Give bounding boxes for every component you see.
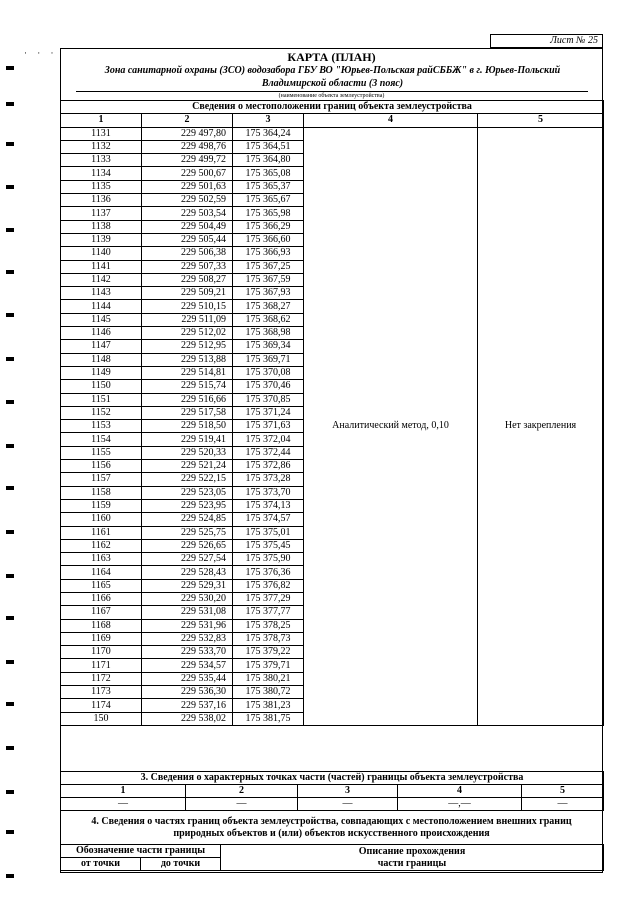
y-coordinate: 175 367,59 (233, 273, 304, 286)
y-coordinate: 175 368,27 (233, 300, 304, 313)
y-coordinate: 175 367,25 (233, 260, 304, 273)
y-coordinate: 175 376,82 (233, 579, 304, 592)
point-number: 1167 (61, 606, 142, 619)
point-number: 1138 (61, 220, 142, 233)
x-coordinate: 229 520,33 (142, 446, 233, 459)
point-number: 1150 (61, 380, 142, 393)
y-coordinate: 175 377,77 (233, 606, 304, 619)
y-coordinate: 175 378,25 (233, 619, 304, 632)
point-number: 1133 (61, 154, 142, 167)
sheet-number: Лист № 25 (490, 34, 603, 48)
point-number: 1142 (61, 273, 142, 286)
y-coordinate: 175 366,60 (233, 233, 304, 246)
x-coordinate: 229 510,15 (142, 300, 233, 313)
point-number: 1152 (61, 406, 142, 419)
coordinates-table (60, 100, 604, 726)
y-coordinate: 175 366,93 (233, 247, 304, 260)
y-coordinate: 175 377,29 (233, 592, 304, 605)
margin-tick (6, 530, 14, 534)
x-coordinate: 229 531,08 (142, 606, 233, 619)
y-coordinate: 175 378,73 (233, 632, 304, 645)
y-coordinate: 175 381,75 (233, 712, 304, 725)
point-number: 1168 (61, 619, 142, 632)
section3-value-5: — (522, 798, 604, 811)
y-coordinate: 175 375,45 (233, 539, 304, 552)
y-coordinate: 175 379,22 (233, 646, 304, 659)
point-number: 1165 (61, 579, 142, 592)
x-coordinate: 229 525,75 (142, 526, 233, 539)
section3-value-3: — (298, 798, 398, 811)
section3-value-4: —,— (398, 798, 522, 811)
bottom-to: до точки (141, 858, 221, 871)
y-coordinate: 175 375,01 (233, 526, 304, 539)
point-number: 1169 (61, 632, 142, 645)
y-coordinate: 175 369,34 (233, 340, 304, 353)
x-coordinate: 229 521,24 (142, 460, 233, 473)
point-number: 1172 (61, 672, 142, 685)
point-number: 1164 (61, 566, 142, 579)
y-coordinate: 175 374,13 (233, 499, 304, 512)
x-coordinate: 229 508,27 (142, 273, 233, 286)
y-coordinate: 175 368,98 (233, 327, 304, 340)
y-coordinate: 175 372,44 (233, 446, 304, 459)
margin-tick (6, 574, 14, 578)
margin-tick (6, 830, 14, 834)
point-number: 1157 (61, 473, 142, 486)
bottom-col2-line1: Описание прохождения (358, 845, 466, 857)
point-number: 1174 (61, 699, 142, 712)
x-coordinate: 229 519,41 (142, 433, 233, 446)
point-number: 1149 (61, 366, 142, 379)
y-coordinate: 175 371,24 (233, 406, 304, 419)
x-coordinate: 229 536,30 (142, 686, 233, 699)
point-number: 1162 (61, 539, 142, 552)
x-coordinate: 229 504,49 (142, 220, 233, 233)
subtitle-line2: Владимирской области (3 пояс) (261, 78, 404, 89)
y-coordinate: 175 367,93 (233, 287, 304, 300)
x-coordinate: 229 524,85 (142, 513, 233, 526)
y-coordinate: 175 364,24 (233, 127, 304, 140)
point-number: 1153 (61, 420, 142, 433)
col-header-3: 3 (233, 114, 304, 127)
y-coordinate: 175 365,98 (233, 207, 304, 220)
point-number: 1163 (61, 553, 142, 566)
margin-tick (6, 400, 14, 404)
x-coordinate: 229 530,20 (142, 592, 233, 605)
margin-tick (6, 702, 14, 706)
x-coordinate: 229 511,09 (142, 313, 233, 326)
col-header-2: 2 (142, 114, 233, 127)
x-coordinate: 229 537,16 (142, 699, 233, 712)
section3-table (60, 771, 604, 811)
bottom-col1-header: Обозначение части границы (61, 845, 221, 858)
section3-value-1: — (61, 798, 186, 811)
point-number: 1131 (61, 127, 142, 140)
margin-tick (6, 357, 14, 361)
point-number: 1170 (61, 646, 142, 659)
boundary-parts-table (60, 844, 604, 871)
x-coordinate: 229 517,58 (142, 406, 233, 419)
y-coordinate: 175 380,21 (233, 672, 304, 685)
y-coordinate: 175 370,08 (233, 366, 304, 379)
document-title: КАРТА (ПЛАН) (287, 50, 376, 64)
point-number: 1166 (61, 592, 142, 605)
point-number: 1146 (61, 327, 142, 340)
y-coordinate: 175 368,62 (233, 313, 304, 326)
point-number: 1148 (61, 353, 142, 366)
y-coordinate: 175 364,51 (233, 140, 304, 153)
bottom-from: от точки (61, 858, 141, 871)
x-coordinate: 229 503,54 (142, 207, 233, 220)
y-coordinate: 175 379,71 (233, 659, 304, 672)
section3-value-2: — (186, 798, 298, 811)
column-header-row (61, 114, 604, 127)
x-coordinate: 229 529,31 (142, 579, 233, 592)
point-number: 1156 (61, 460, 142, 473)
y-coordinate: 175 376,36 (233, 566, 304, 579)
point-number: 1144 (61, 300, 142, 313)
point-number: 150 (61, 712, 142, 725)
fixing-cell: Нет закрепления (478, 127, 604, 725)
x-coordinate: 229 515,74 (142, 380, 233, 393)
x-coordinate: 229 512,02 (142, 327, 233, 340)
x-coordinate: 229 527,54 (142, 553, 233, 566)
point-number: 1161 (61, 526, 142, 539)
point-number: 1135 (61, 180, 142, 193)
x-coordinate: 229 497,80 (142, 127, 233, 140)
x-coordinate: 229 528,43 (142, 566, 233, 579)
x-coordinate: 229 518,50 (142, 420, 233, 433)
y-coordinate: 175 369,71 (233, 353, 304, 366)
margin-tick (6, 660, 14, 664)
subtitle-note: (наименование объекта землеустройства) (278, 93, 385, 99)
x-coordinate: 229 534,57 (142, 659, 233, 672)
y-coordinate: 175 372,04 (233, 433, 304, 446)
col-header-4: 4 (304, 114, 478, 127)
point-number: 1171 (61, 659, 142, 672)
margin-tick (6, 102, 14, 106)
x-coordinate: 229 522,15 (142, 473, 233, 486)
x-coordinate: 229 516,66 (142, 393, 233, 406)
section3-col-2: 2 (186, 785, 298, 798)
bottom-col2-header (221, 845, 604, 871)
x-coordinate: 229 538,02 (142, 712, 233, 725)
y-coordinate: 175 370,85 (233, 393, 304, 406)
section3-col-1: 1 (61, 785, 186, 798)
point-number: 1154 (61, 433, 142, 446)
y-coordinate: 175 366,29 (233, 220, 304, 233)
x-coordinate: 229 535,44 (142, 672, 233, 685)
section3-header: 3. Сведения о характерных точках части (частей) границы объекта землеустройства (61, 772, 604, 785)
margin-tick (6, 444, 14, 448)
section3-col-3: 3 (298, 785, 398, 798)
x-coordinate: 229 532,83 (142, 632, 233, 645)
point-number: 1158 (61, 486, 142, 499)
document-subtitle (80, 64, 585, 90)
x-coordinate: 229 501,63 (142, 180, 233, 193)
section4-line1: 4. Сведения о частях границ объекта землеустройства, совпадающих с местоположением внешних границ (91, 816, 572, 827)
section2-header: Сведения о местоположении границ объекта землеустройства (61, 101, 604, 114)
y-coordinate: 175 372,86 (233, 460, 304, 473)
point-number: 1139 (61, 233, 142, 246)
point-number: 1141 (61, 260, 142, 273)
y-coordinate: 175 370,46 (233, 380, 304, 393)
point-number: 1145 (61, 313, 142, 326)
method-cell: Аналитический метод, 0,10 (304, 127, 478, 725)
y-coordinate: 175 375,90 (233, 553, 304, 566)
col-header-5: 5 (478, 114, 604, 127)
point-number: 1160 (61, 513, 142, 526)
y-coordinate: 175 365,37 (233, 180, 304, 193)
point-number: 1134 (61, 167, 142, 180)
y-coordinate: 175 364,80 (233, 154, 304, 167)
section3-col-5: 5 (522, 785, 604, 798)
x-coordinate: 229 500,67 (142, 167, 233, 180)
margin-tick (6, 874, 14, 878)
point-number: 1173 (61, 686, 142, 699)
x-coordinate: 229 506,38 (142, 247, 233, 260)
section3-col-4: 4 (398, 785, 522, 798)
margin-tick (6, 746, 14, 750)
point-number: 1155 (61, 446, 142, 459)
x-coordinate: 229 498,76 (142, 140, 233, 153)
margin-tick (6, 486, 14, 490)
y-coordinate: 175 365,08 (233, 167, 304, 180)
col-header-1: 1 (61, 114, 142, 127)
x-coordinate: 229 523,95 (142, 499, 233, 512)
subtitle-line1: Зона санитарной охраны (ЗСО) водозабора ГБУ ВО "Юрьев-Польская райСББЖ" в г. Юрьев-Польский (104, 65, 561, 76)
x-coordinate: 229 512,95 (142, 340, 233, 353)
section4-header (60, 816, 603, 840)
x-coordinate: 229 502,59 (142, 194, 233, 207)
x-coordinate: 229 531,96 (142, 619, 233, 632)
margin-tick (6, 66, 14, 70)
y-coordinate: 175 374,57 (233, 513, 304, 526)
margin-tick (6, 616, 14, 620)
x-coordinate: 229 533,70 (142, 646, 233, 659)
bottom-col2-line2: части границы (377, 857, 447, 869)
x-coordinate: 229 507,33 (142, 260, 233, 273)
point-number: 1137 (61, 207, 142, 220)
section4-line2: природных объектов и (или) объектов искусственного происхождения (173, 828, 490, 839)
y-coordinate: 175 373,70 (233, 486, 304, 499)
table-row (61, 127, 604, 140)
y-coordinate: 175 365,67 (233, 194, 304, 207)
x-coordinate: 229 526,65 (142, 539, 233, 552)
x-coordinate: 229 514,81 (142, 366, 233, 379)
x-coordinate: 229 505,44 (142, 233, 233, 246)
point-number: 1136 (61, 194, 142, 207)
left-margin-dots: · · · (24, 48, 58, 58)
y-coordinate: 175 381,23 (233, 699, 304, 712)
left-margin-marks (0, 0, 40, 905)
x-coordinate: 229 509,21 (142, 287, 233, 300)
margin-tick (6, 228, 14, 232)
margin-tick (6, 313, 14, 317)
point-number: 1143 (61, 287, 142, 300)
margin-tick (6, 790, 14, 794)
point-number: 1151 (61, 393, 142, 406)
point-number: 1132 (61, 140, 142, 153)
margin-tick (6, 185, 14, 189)
y-coordinate: 175 373,28 (233, 473, 304, 486)
margin-tick (6, 270, 14, 274)
point-number: 1147 (61, 340, 142, 353)
point-number: 1159 (61, 499, 142, 512)
margin-tick (6, 142, 14, 146)
y-coordinate: 175 380,72 (233, 686, 304, 699)
x-coordinate: 229 513,88 (142, 353, 233, 366)
y-coordinate: 175 371,63 (233, 420, 304, 433)
point-number: 1140 (61, 247, 142, 260)
x-coordinate: 229 523,05 (142, 486, 233, 499)
x-coordinate: 229 499,72 (142, 154, 233, 167)
